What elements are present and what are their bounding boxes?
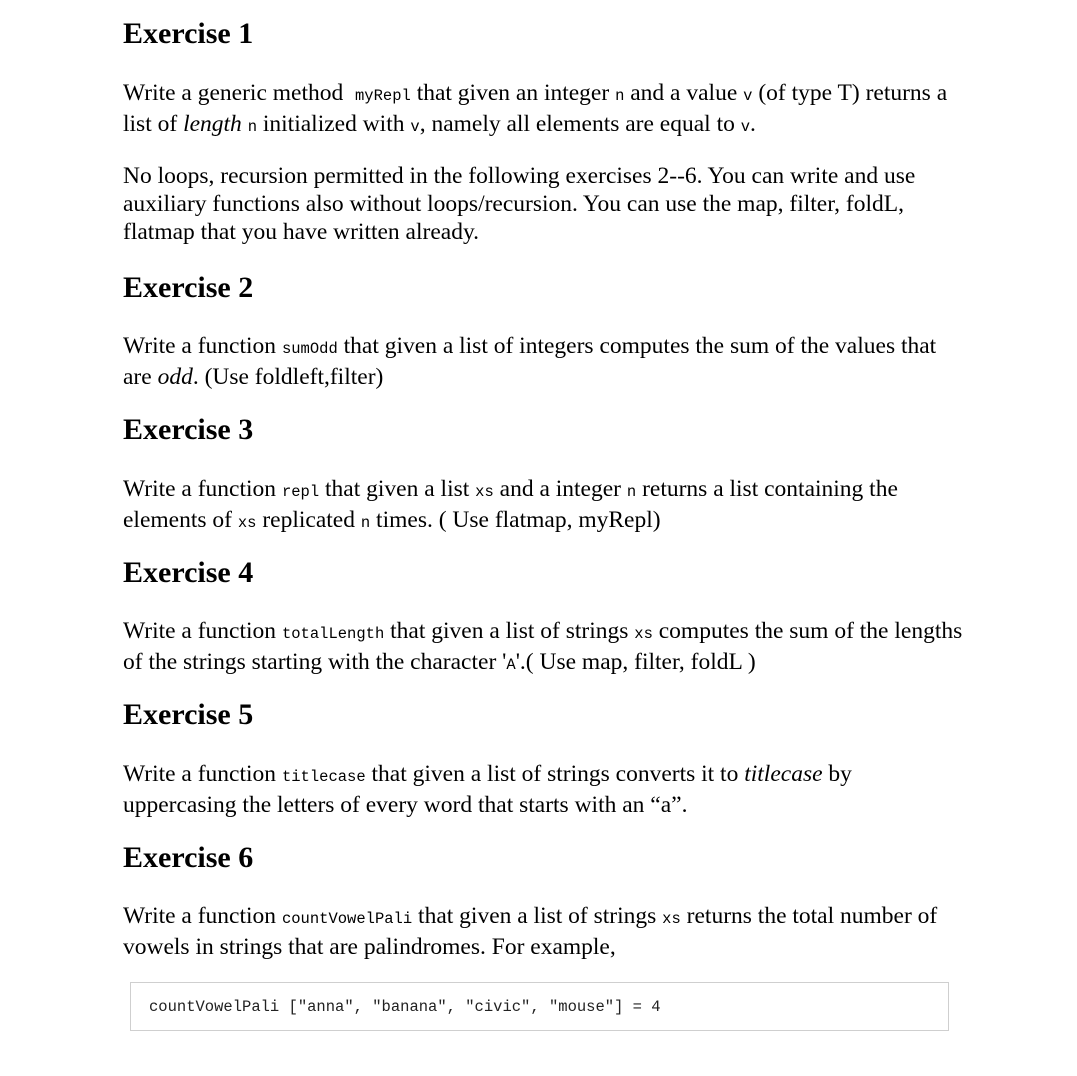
exercise-4-text: Write a function totalLength that given a list of strings xs computes the sum of the lengths of the strings starting with the character 'A'.( Use map, filter, foldL ): [123, 618, 963, 675]
exercise-5-heading: Exercise 5: [123, 698, 254, 731]
exercise-6-text: Write a function countVowelPali that given a list of strings xs returns the total number of vowels in strings that are palindromes. For example,: [123, 903, 938, 960]
example-code-box: countVowelPali ["anna", "banana", "civic", "mouse"] = 4: [130, 982, 949, 1031]
exercise-3-heading: Exercise 3: [123, 413, 254, 446]
exercise-1-text: Write a generic method myRepl that given an integer n and a value v (of type T) returns a list of length n initialized with v, namely all elements are equal to v.: [123, 80, 948, 137]
exercise-1-heading: Exercise 1: [123, 17, 254, 50]
exercise-5-text: Write a function titlecase that given a list of strings converts it to titlecase by uppercasing the letters of every word that starts with an “a”.: [123, 761, 852, 818]
exercise-2-heading: Exercise 2: [123, 271, 254, 304]
exercise-3-text: Write a function repl that given a list xs and a integer n returns a list containing the elements of xs replicated n times. ( Use flatmap, myRepl): [123, 476, 898, 533]
exercise-intro-text: No loops, recursion permitted in the following exercises 2--6. You can write and use auxiliary functions also without loops/recursion. You can use the map, filter, foldL, flatmap that you have written already.: [123, 163, 916, 245]
exercise-4-heading: Exercise 4: [123, 556, 254, 589]
exercise-2-text: Write a function sumOdd that given a list of integers computes the sum of the values that are odd. (Use foldleft,filter): [123, 333, 937, 390]
exercise-6-heading: Exercise 6: [123, 841, 254, 874]
